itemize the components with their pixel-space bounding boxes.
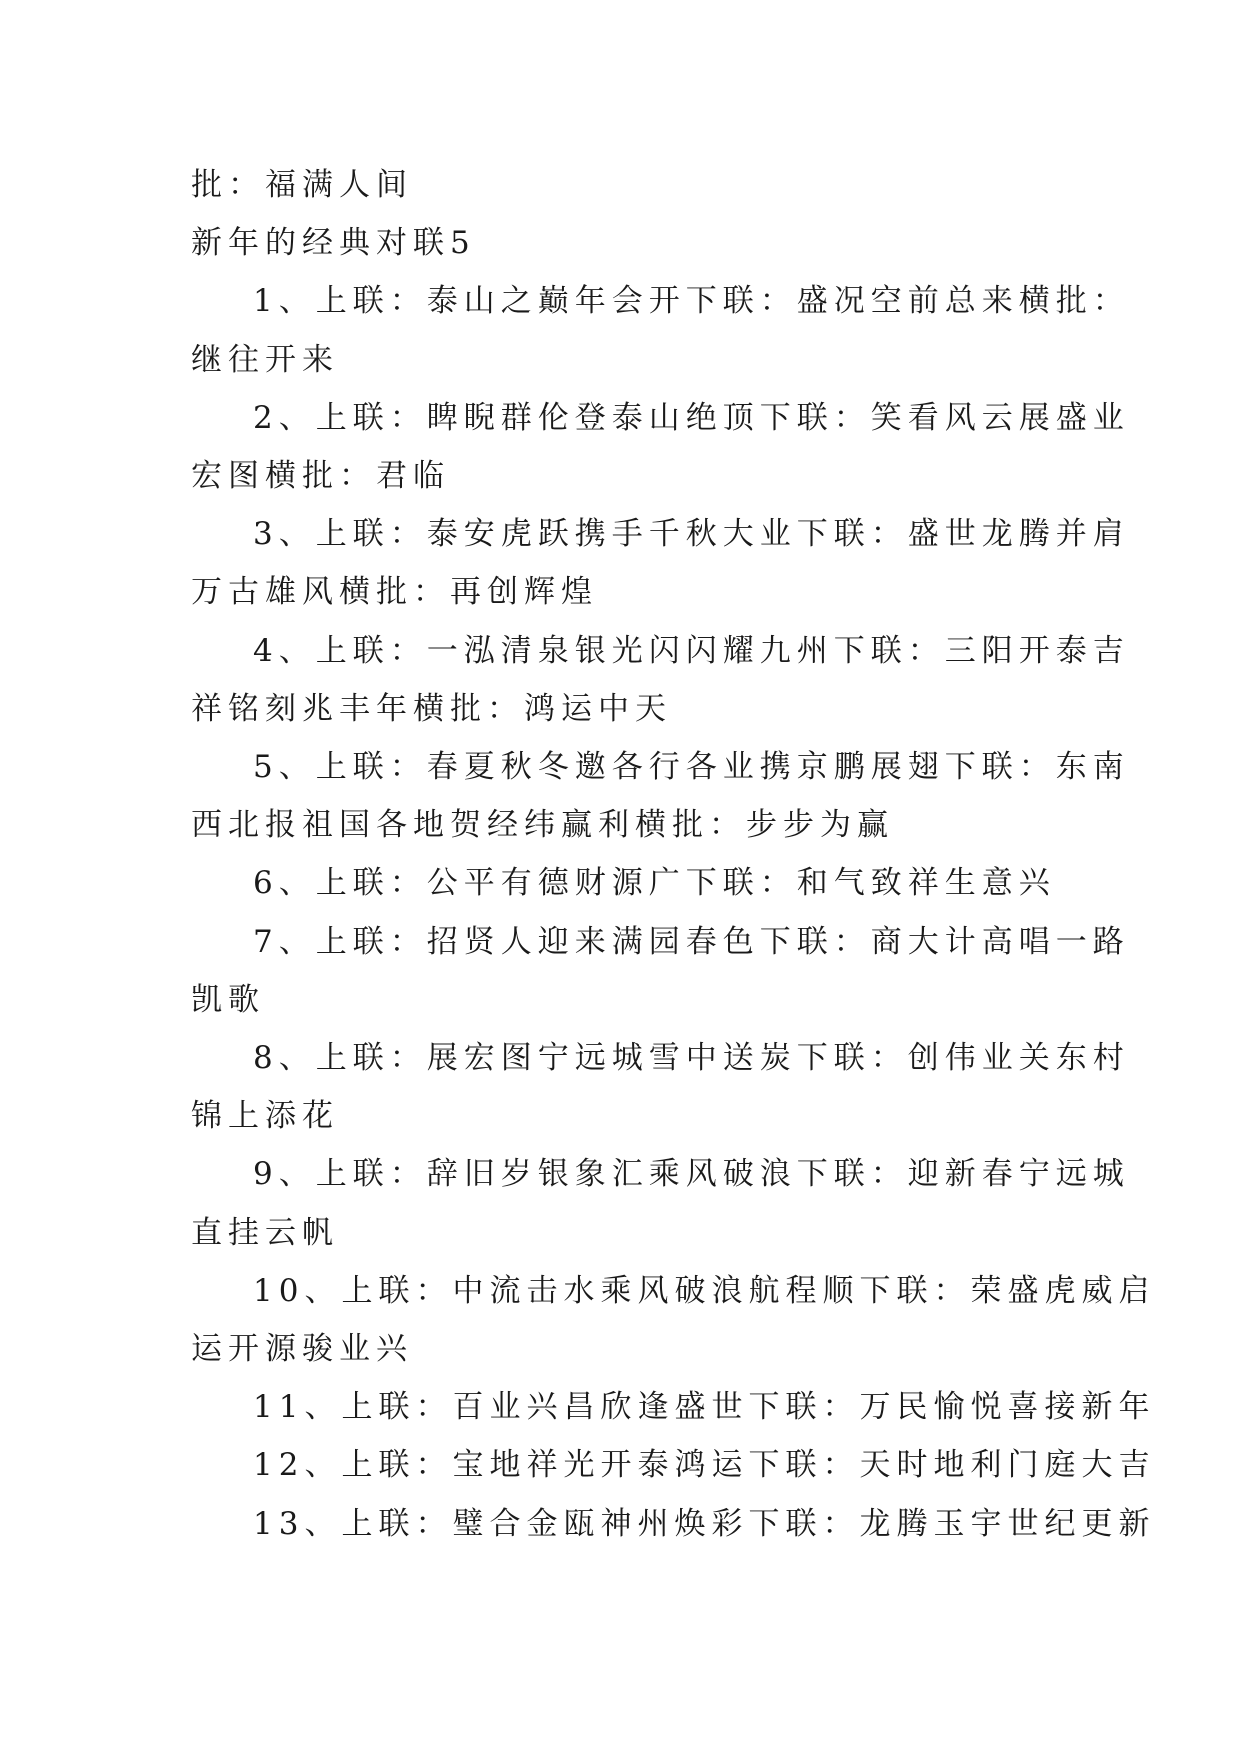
couplet-item-1-cont: 继往开来 (191, 341, 339, 378)
couplet-item-2-cont: 宏图横批：君临 (191, 458, 450, 495)
couplet-item-8-cont: 锦上添花 (191, 1098, 339, 1135)
couplet-item-1: 1、上联：泰山之巅年会开下联：盛况空前总来横批： (253, 283, 1130, 320)
couplet-item-9: 9、上联：辞旧岁银象汇乘风破浪下联：迎新春宁远城 (253, 1156, 1130, 1193)
couplet-item-6: 6、上联：公平有德财源广下联：和气致祥生意兴 (253, 865, 1056, 902)
couplet-item-4: 4、上联：一泓清泉银光闪闪耀九州下联：三阳开泰吉 (253, 632, 1130, 669)
text-line: 批：福满人间 (191, 167, 413, 203)
couplet-item-10: 10、上联：中流击水乘风破浪航程顺下联：荣盛虎威启 (253, 1272, 1156, 1309)
couplet-item-13: 13、上联：璧合金瓯神州焕彩下联：龙腾玉宇世纪更新 (253, 1505, 1156, 1542)
couplet-item-5-cont: 西北报祖国各地贺经纬赢利横批：步步为赢 (191, 807, 894, 844)
couplet-item-8: 8、上联：展宏图宁远城雪中送炭下联：创伟业关东村 (253, 1040, 1130, 1077)
couplet-item-10-cont: 运开源骏业兴 (191, 1331, 413, 1368)
couplet-item-11: 11、上联：百业兴昌欣逢盛世下联：万民愉悦喜接新年 (253, 1389, 1156, 1426)
couplet-item-7: 7、上联：招贤人迎来满园春色下联：商大计高唱一路 (253, 923, 1130, 960)
couplet-item-4-cont: 祥铭刻兆丰年横批：鸿运中天 (191, 690, 672, 727)
couplet-item-9-cont: 直挂云帆 (191, 1214, 339, 1251)
couplet-item-5: 5、上联：春夏秋冬邀各行各业携京鹏展翅下联：东南 (253, 749, 1130, 786)
couplet-item-2: 2、上联：睥睨群伦登泰山绝顶下联：笑看风云展盛业 (253, 399, 1130, 436)
section-heading: 新年的经典对联5 (191, 225, 476, 262)
couplet-item-3-cont: 万古雄风横批：再创辉煌 (191, 574, 598, 611)
document-body (191, 156, 1156, 1553)
couplet-item-7-cont: 凯歌 (191, 981, 265, 1018)
couplet-item-3: 3、上联：泰安虎跃携手千秋大业下联：盛世龙腾并肩 (253, 516, 1130, 553)
couplet-item-12: 12、上联：宝地祥光开泰鸿运下联：天时地利门庭大吉 (253, 1447, 1156, 1484)
